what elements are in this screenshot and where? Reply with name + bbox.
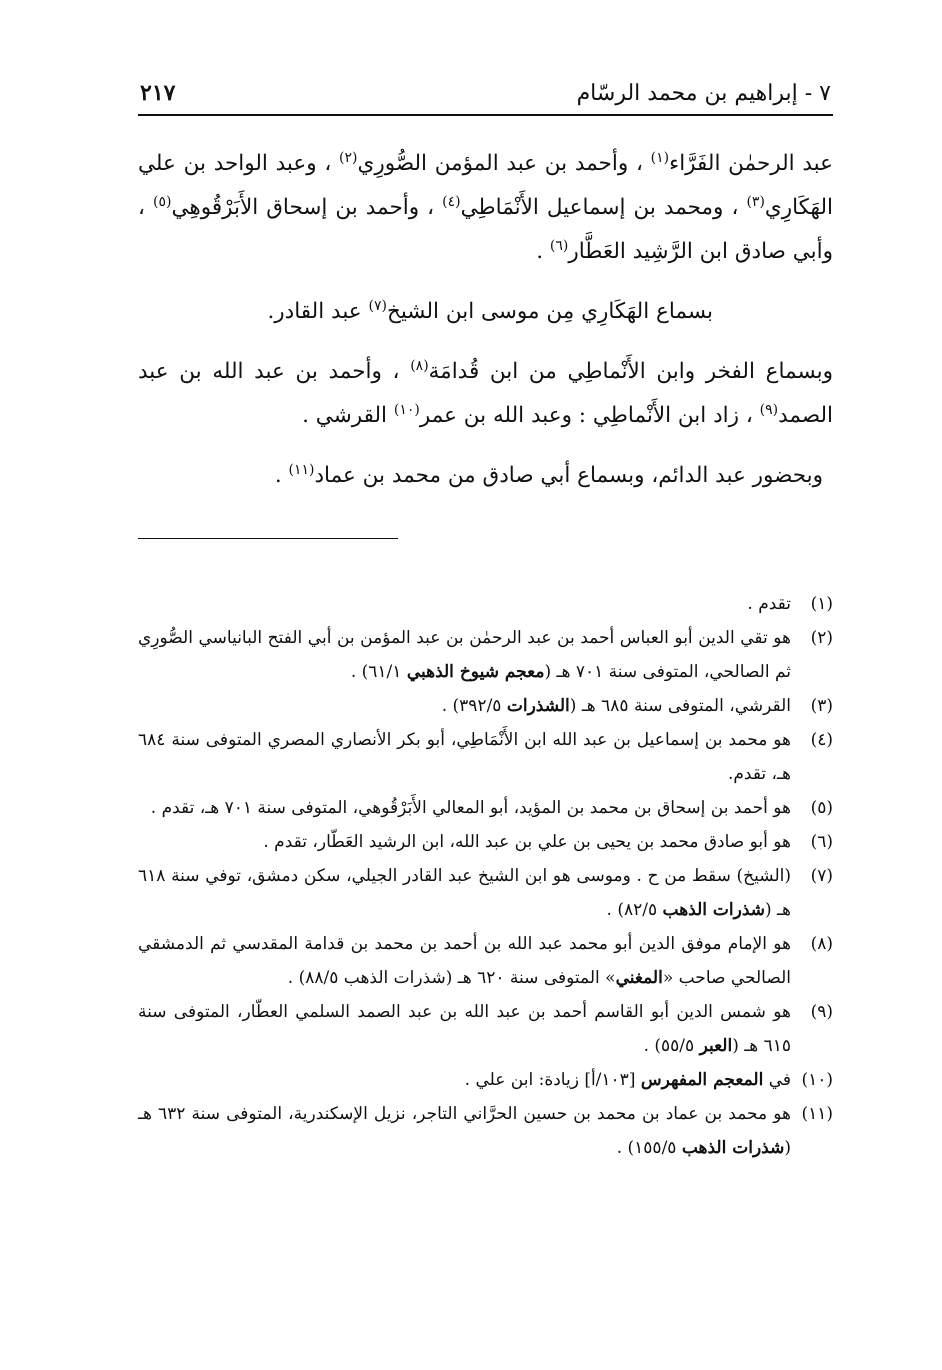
footnote	[138, 995, 833, 1063]
footnote	[138, 1063, 833, 1097]
footnote-text	[138, 1097, 791, 1165]
footnote-text-run: هو محمد بن إسماعيل بن عبد الله ابن الأَنْمَاطِي، أبو بكر الأنصاري المصري المتوفى سنة ٦٨٤ هـ، تقدم.	[138, 730, 791, 784]
footnote-number: (٩)	[810, 1002, 833, 1022]
footnote-text	[138, 621, 791, 689]
footnote-number: (٧)	[810, 866, 833, 886]
footnote-marker[interactable]: (٨)	[410, 357, 429, 374]
running-title: ٧ - إبراهيم بن محمد الرسّام	[576, 81, 831, 106]
footnote-text-run: ٣٩٢/٥) .	[441, 696, 507, 716]
footnote	[138, 689, 833, 723]
footnote-text	[138, 587, 791, 621]
footnote-text-run: تقدم .	[747, 594, 791, 614]
footnote-marker[interactable]: (١١)	[288, 461, 315, 478]
text-run: ، ومحمد بن إسماعيل الأَنْمَاطِي	[460, 195, 747, 220]
footnote-number: (٢)	[810, 628, 833, 648]
footnote-text	[138, 1063, 791, 1097]
footnote-text	[138, 995, 791, 1063]
paragraph-2	[138, 290, 833, 334]
footnote-marker[interactable]: (٤)	[442, 193, 461, 210]
book-page	[138, 80, 833, 1165]
footnote-marker[interactable]: (٥)	[152, 193, 172, 210]
text-run: ، وأحمد بن عبد المؤمن الصُّورِي	[357, 151, 651, 176]
footnote-marker[interactable]: (٩)	[759, 401, 779, 418]
text-run: ، وعبد الواحد بن علي الهَكَارِي	[138, 151, 833, 220]
footnote-source-title: المغني	[615, 968, 663, 988]
footnote-text	[138, 723, 791, 791]
footnote-number: (٣)	[810, 696, 833, 716]
text-run: القرشي .	[302, 403, 394, 428]
footnote-text-run: ٥٥/٥) .	[643, 1036, 700, 1056]
main-text	[138, 142, 833, 498]
footnote-number: (١١)	[801, 1104, 833, 1124]
text-run: ، زاد ابن الأَنْماطِي : وعبد الله بن عمر	[419, 403, 760, 428]
footnote-marker[interactable]: (٦)	[549, 237, 569, 254]
text-run: عبد القادر.	[267, 299, 369, 324]
footnote-text-run: في	[763, 1070, 791, 1090]
footnote-text-run: ١٥٥/٥) .	[616, 1138, 682, 1158]
footnote	[138, 587, 833, 621]
footnote-text-run: ٦١/١) .	[350, 662, 407, 682]
footnote-source-title: شذرات الذهب	[681, 1138, 785, 1158]
footnote-text	[138, 859, 791, 927]
footnote-number: (٤)	[810, 730, 833, 750]
text-run: ، وأحمد بن إسحاق الأَبَرْقُوهِي	[171, 195, 443, 220]
footnote-separator	[138, 538, 398, 539]
footnote-text	[138, 689, 791, 723]
text-run: ، وأحمد بن عبد الله بن عبد الصمد	[138, 359, 833, 428]
footnote-text-run: هو أحمد بن إسحاق بن محمد بن المؤيد، أبو المعالي الأَبَرْقُوهي، المتوفى سنة ٧٠١ هـ، تقدم .	[150, 798, 791, 818]
footnote-source-title: معجم شيوخ الذهبي	[406, 662, 545, 682]
paragraph-4	[138, 454, 833, 498]
footnote-text	[138, 825, 791, 859]
page-number: ٢١٧	[140, 80, 176, 106]
footnote-text-run: هو محمد بن عماد بن محمد بن حسين الحرَّاني التاجر، نزيل الإسكندرية، المتوفى سنة ٦٣٢ هـ (	[138, 1104, 791, 1158]
footnote-number: (١)	[810, 594, 833, 614]
footnote-text	[138, 927, 791, 995]
footnote	[138, 927, 833, 995]
footnote-source-title: العبر	[699, 1036, 733, 1056]
footnote-text-run: هو تقي الدين أبو العباس أحمد بن عبد الرحمٰن بن عبد المؤمن بن أبي الفتح البانياسي الصُّورِي ثم الصالحي، المتوفى سنة ٧٠١ هـ (	[138, 628, 791, 682]
text-run: ، وأبي صادق ابن الرَّشِيد العَطَّار	[138, 195, 833, 264]
footnote	[138, 723, 833, 791]
footnote-text-run: ٨٢/٥) .	[606, 900, 663, 920]
page-header	[138, 80, 833, 116]
text-run: عبد الرحمٰن الفَرَّاء	[669, 151, 833, 176]
footnote-marker[interactable]: (٧)	[368, 297, 387, 314]
text-run: بسماع الهَكَارِي مِن موسى ابن الشيخ	[386, 299, 713, 324]
footnote-source-title: شذرات الذهب	[662, 900, 766, 920]
footnote-marker[interactable]: (١)	[650, 149, 670, 166]
footnote-source-title: المعجم المفهرس	[640, 1070, 764, 1090]
footnote-number: (٥)	[810, 798, 833, 818]
footnote	[138, 825, 833, 859]
footnote-text-run: هو أبو صادق محمد بن يحيى بن علي بن عبد الله، ابن الرشيد العَطّار، تقدم .	[263, 832, 791, 852]
footnote-number: (٦)	[810, 832, 833, 852]
footnotes-section	[138, 587, 833, 1165]
text-run: .	[274, 463, 289, 488]
footnote-number: (١٠)	[801, 1070, 833, 1090]
footnote-number: (٨)	[810, 934, 833, 954]
footnote	[138, 859, 833, 927]
text-run: .	[536, 239, 550, 264]
paragraph-3	[138, 350, 833, 438]
footnote-marker[interactable]: (٣)	[746, 193, 765, 210]
footnote-source-title: الشذرات	[506, 696, 570, 716]
footnote-text-run: » المتوفى سنة ٦٢٠ هـ (شذرات الذهب ٨٨/٥) .	[287, 968, 616, 988]
footnote-text-run: هو شمس الدين أبو القاسم أحمد بن عبد الله بن عبد الصمد السلمي العطّار، المتوفى سنة ٦١٥ هـ (	[138, 1002, 791, 1056]
text-run: وبحضور عبد الدائم، وبسماع أبي صادق من محمد بن عماد	[314, 463, 823, 488]
footnote	[138, 1097, 833, 1165]
footnote-text	[138, 791, 791, 825]
footnote	[138, 621, 833, 689]
footnote-text-run: (الشيخ) سقط من ح . وموسى هو ابن الشيخ عبد القادر الجيلي، سكن دمشق، توفي سنة ٦١٨ هـ (	[138, 866, 791, 920]
footnote-marker[interactable]: (٢)	[339, 149, 358, 166]
footnote-text-run: القرشي، المتوفى سنة ٦٨٥ هـ (	[569, 696, 791, 716]
footnote-marker[interactable]: (١٠)	[393, 401, 420, 418]
paragraph-1	[138, 142, 833, 274]
text-run: وبسماع الفخر وابن الأَنْماطِي من ابن قُدامَة	[428, 359, 833, 384]
footnote	[138, 791, 833, 825]
footnote-text-run: هو الإمام موفق الدين أبو محمد عبد الله بن أحمد بن محمد بن قدامة المقدسي ثم الدمشقي الصالحي صاحب «	[138, 934, 791, 988]
footnote-text-run: [١٠٣/أ] زيادة: ابن علي .	[464, 1070, 641, 1090]
